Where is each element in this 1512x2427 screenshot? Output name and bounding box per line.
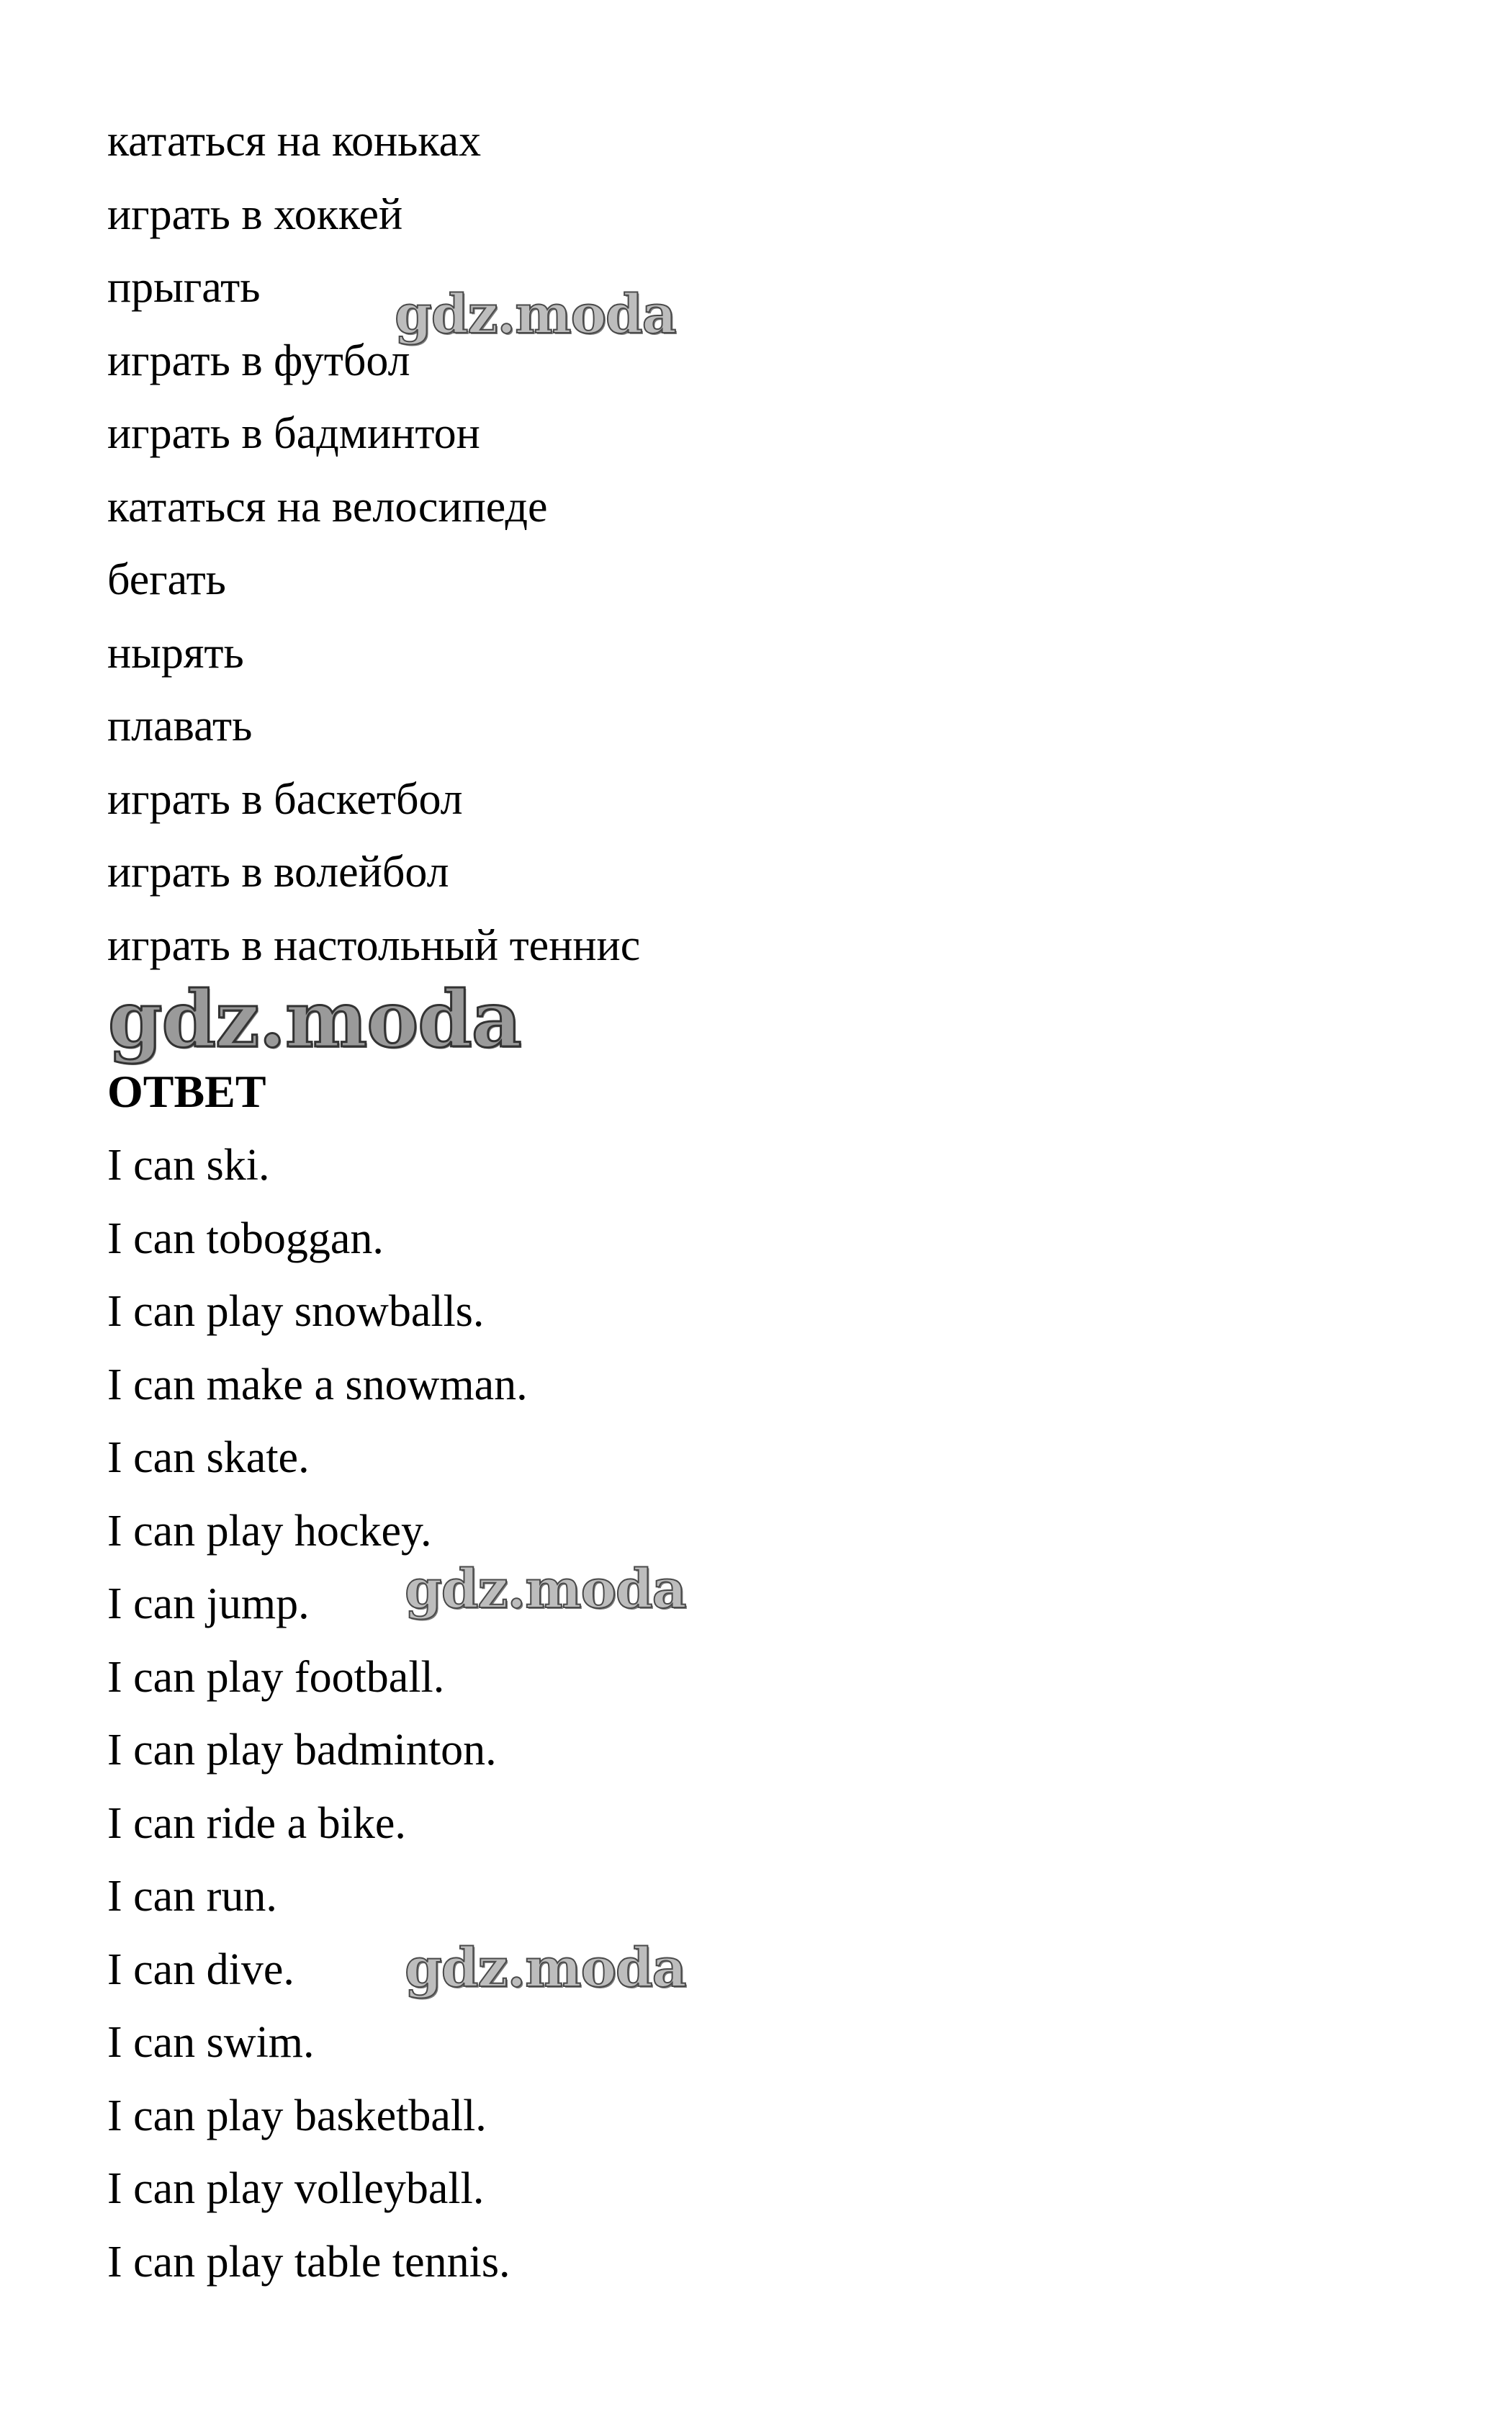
answer-line: I can play basketball. [107, 2091, 487, 2140]
phrase-line: прыгать [107, 263, 261, 312]
answer-line: I can toboggan. [107, 1214, 384, 1263]
answer-line: I can play badminton. [107, 1726, 497, 1775]
answer-line: I can ski. [107, 1141, 270, 1190]
answer-line: I can ride a bike. [107, 1799, 406, 1848]
phrase-line: нырять [107, 629, 244, 678]
phrase-line: кататься на велосипеде [107, 483, 548, 531]
phrase-line: играть в хоккей [107, 190, 403, 239]
watermark-logo: gdz.moda [405, 1558, 686, 1620]
phrase-line: играть в бадминтон [107, 409, 480, 458]
watermark-logo: gdz.moda [395, 284, 676, 346]
watermark-logo: gdz.moda [108, 974, 521, 1065]
answer-line: I can play table tennis. [107, 2238, 510, 2287]
phrase-line: играть в баскетбол [107, 775, 463, 824]
answer-line: I can play volleyball. [107, 2164, 485, 2213]
phrase-line: играть в волейбол [107, 848, 449, 897]
phrase-line: кататься на коньках [107, 117, 482, 166]
answer-line: I can play hockey. [107, 1507, 432, 1556]
answer-line: I can jump. [107, 1579, 310, 1628]
phrase-line: бегать [107, 555, 226, 604]
answer-line: I can swim. [107, 2018, 315, 2067]
answer-line: I can play football. [107, 1653, 445, 1702]
answer-line: I can run. [107, 1872, 277, 1921]
phrase-line: плавать [107, 701, 253, 750]
answer-heading: ОТВЕТ [107, 1066, 266, 1117]
answer-line: I can skate. [107, 1433, 310, 1482]
answer-line: I can play snowballs. [107, 1287, 485, 1336]
watermark-logo: gdz.moda [405, 1937, 686, 1999]
answer-line: I can make a snowman. [107, 1360, 528, 1409]
phrase-line: играть в футбол [107, 336, 410, 385]
phrase-line: играть в настольный теннис [107, 921, 641, 970]
answer-line: I can dive. [107, 1945, 294, 1994]
